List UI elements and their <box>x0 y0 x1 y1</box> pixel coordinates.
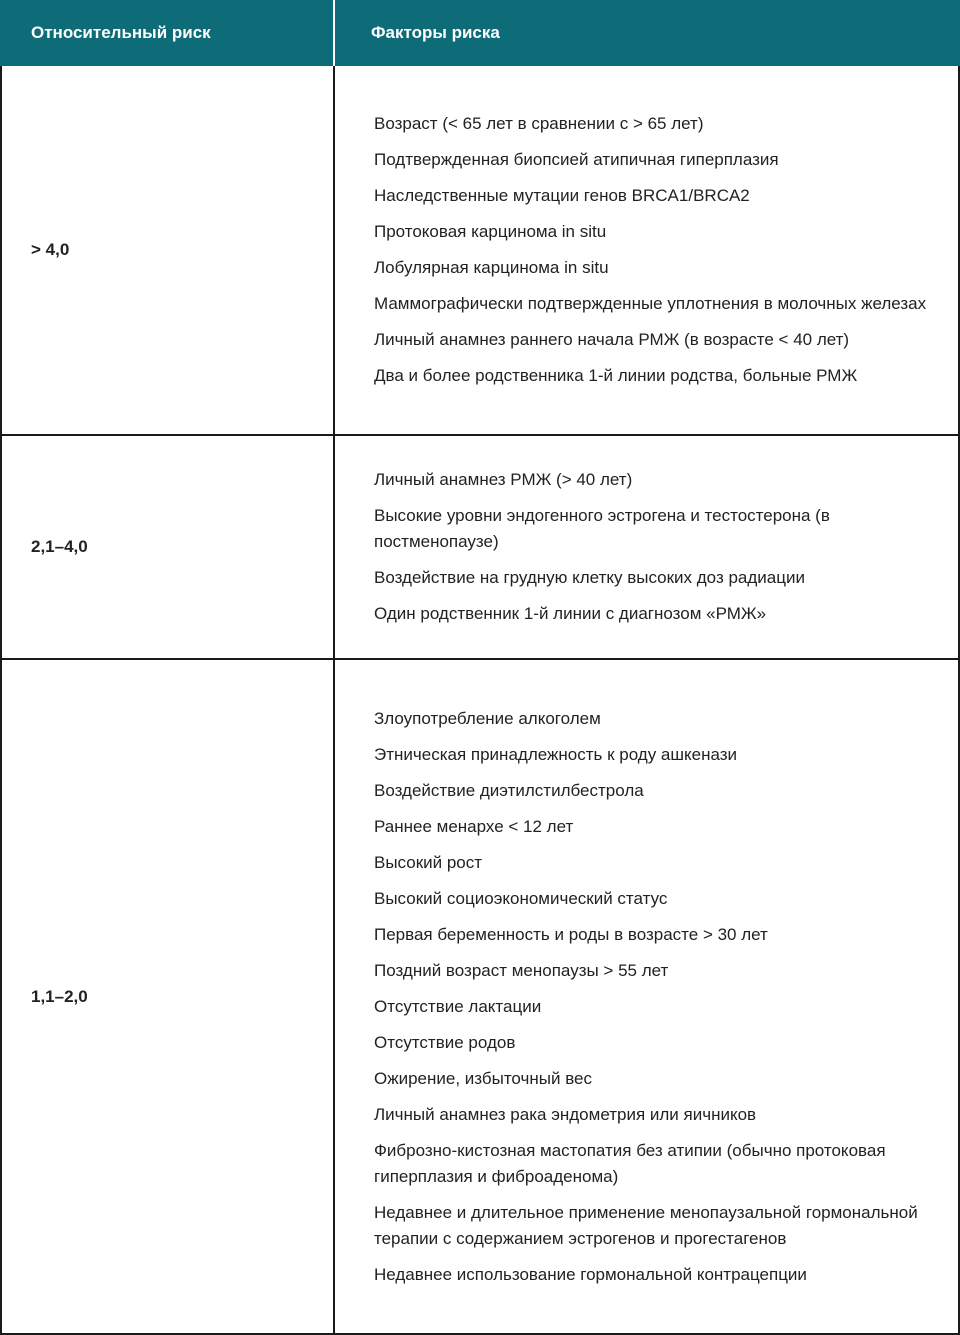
risk-value: 1,1–2,0 <box>2 660 335 1333</box>
list-item: Отсутствие родов <box>374 1032 516 1052</box>
list-item: Поздний возраст менопаузы > 55 лет <box>374 960 669 980</box>
list-item: Два и более родственника 1-й линии родства, больные РМЖ <box>374 366 858 385</box>
list-item: Возраст (< 65 лет в сравнении с > 65 лет) <box>374 114 704 133</box>
list-item: Маммографически подтвержденные уплотнения в молочных железах <box>374 294 927 313</box>
list-item: Высокий рост <box>374 852 483 872</box>
list-item: Воздействие диэтилстилбестрола <box>374 780 644 800</box>
risk-factors-list <box>335 660 958 1333</box>
table-row <box>0 436 960 660</box>
list-item: Подтвержденная биопсией атипичная гиперплазия <box>374 150 779 169</box>
list-item: Злоупотребление алкоголем <box>374 708 601 728</box>
table-row <box>0 66 960 436</box>
list-item: Личный анамнез рака эндометрия или яичников <box>374 1104 757 1124</box>
risk-value: > 4,0 <box>2 66 335 434</box>
header-risk-factors: Факторы риска <box>371 23 500 42</box>
list-item: Личный анамнез раннего начала РМЖ (в возрасте < 40 лет) <box>374 330 850 349</box>
list-item: Первая беременность и роды в возрасте > 30 лет <box>374 924 768 944</box>
list-item: Лобулярная карцинома in situ <box>374 258 609 277</box>
table-row <box>0 660 960 1335</box>
list-item: Отсутствие лактации <box>374 996 542 1016</box>
list-item: Раннее менархе < 12 лет <box>374 816 574 836</box>
list-item: Высокие уровни эндогенного эстрогена и тестостерона (в постменопаузе) <box>374 506 830 551</box>
list-item: Наследственные мутации генов BRCA1/BRCA2 <box>374 186 750 205</box>
risk-value: 2,1–4,0 <box>2 436 335 658</box>
list-item: Фиброзно-кистозная мастопатия без атипии (обычно протоковая гиперплазия и фиброаденома) <box>374 1140 886 1186</box>
list-item: Один родственник 1-й линии с диагнозом «РМЖ» <box>374 604 767 623</box>
risk-factors-list <box>335 436 958 658</box>
risk-factors-list <box>335 66 958 434</box>
header-relative-risk: Относительный риск <box>0 0 335 66</box>
list-item: Личный анамнез РМЖ (> 40 лет) <box>374 470 633 489</box>
list-item: Этническая принадлежность к роду ашкенази <box>374 744 738 764</box>
list-item: Высокий социоэкономический статус <box>374 888 668 908</box>
list-item: Недавнее и длительное применение менопаузальной гормональной терапии с содержанием эстрогенов и прогестагенов <box>374 1202 918 1248</box>
table-header <box>0 0 960 66</box>
list-item: Недавнее использование гормональной контрацепции <box>374 1264 807 1284</box>
list-item: Ожирение, избыточный вес <box>374 1068 592 1088</box>
list-item: Воздействие на грудную клетку высоких доз радиации <box>374 568 805 587</box>
list-item: Протоковая карцинома in situ <box>374 222 607 241</box>
